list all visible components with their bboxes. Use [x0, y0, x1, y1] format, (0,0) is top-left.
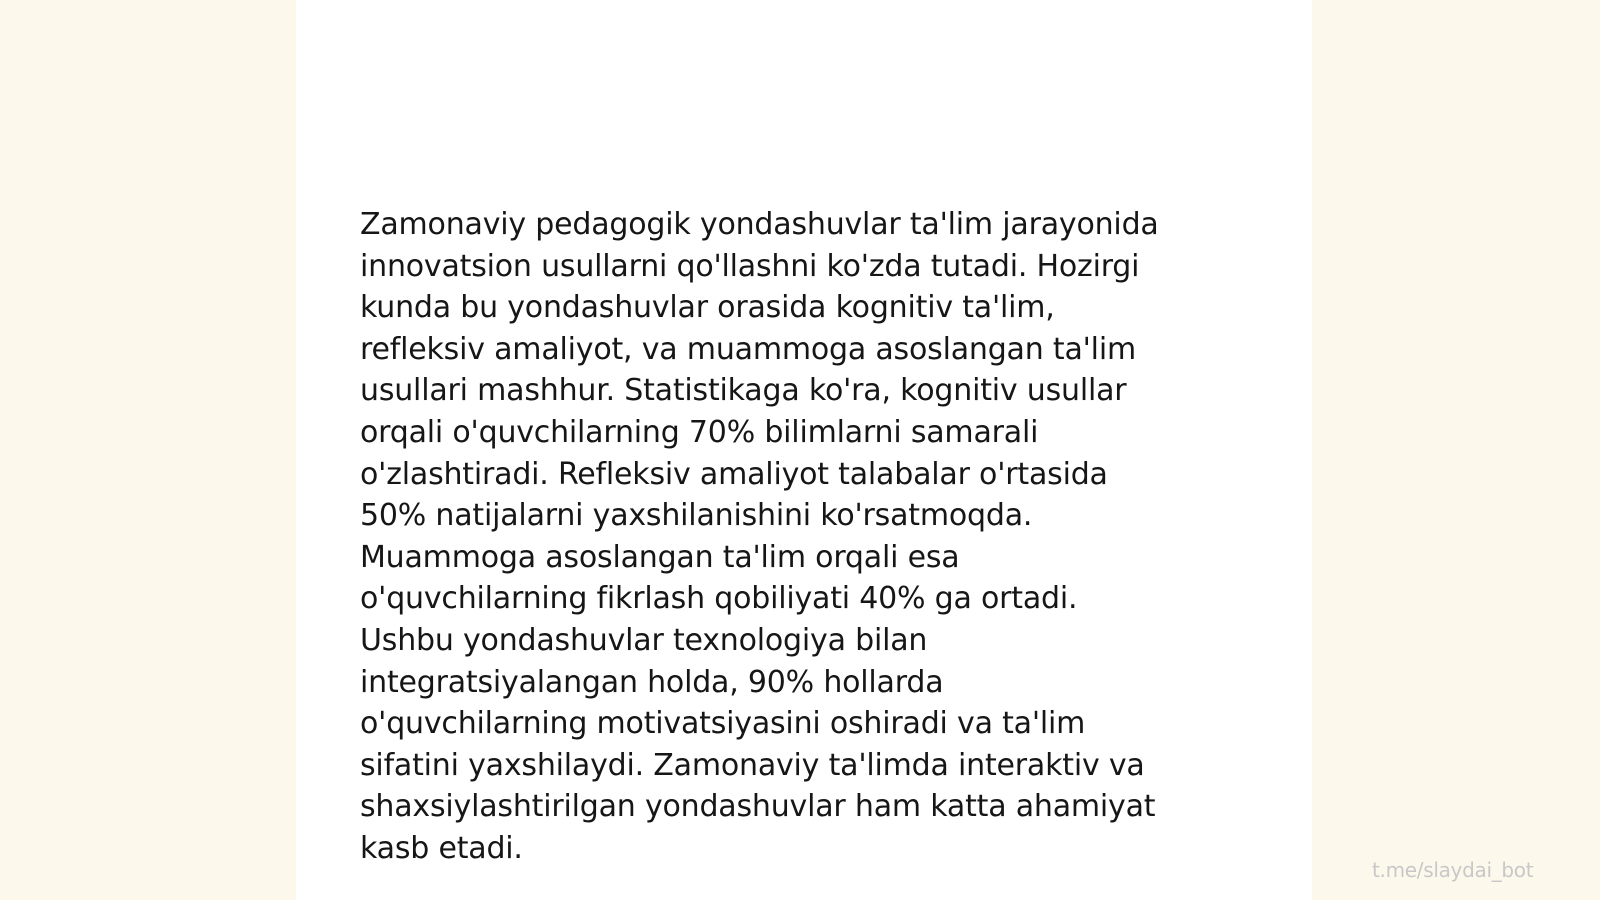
paragraph-line: Ushbu yondashuvlar texnologiya bilan [360, 622, 928, 658]
paragraph-line: integratsiyalangan holda, 90% hollarda [360, 664, 944, 700]
right-margin-background [1312, 0, 1600, 900]
paragraph-line: usullari mashhur. Statistikaga ko'ra, kognitiv usullar [360, 373, 1127, 409]
paragraph-line: 50% natijalarni yaxshilanishini ko'rsatmoqda. [360, 498, 1033, 534]
paragraph-line: Zamonaviy pedagogik yondashuvlar ta'lim jarayonida [360, 207, 1159, 242]
slide-paragraph [360, 204, 1240, 870]
paragraph-line: kasb etadi. [360, 830, 523, 866]
watermark-link: t.me/slaydai_bot [1372, 858, 1534, 882]
paragraph-line: o'quvchilarning motivatsiyasini oshiradi va ta'lim [360, 706, 1086, 742]
paragraph-line: innovatsion usullarni qo'llashni ko'zda tutadi. Hozirgi [360, 248, 1140, 284]
paragraph-line: refleksiv amaliyot, va muammoga asoslangan ta'lim [360, 331, 1136, 367]
paragraph-line: orqali o'quvchilarning 70% bilimlarni samarali [360, 414, 1039, 450]
paragraph-line: o'zlashtiradi. Refleksiv amaliyot talabalar o'rtasida [360, 456, 1108, 492]
paragraph-line: sifatini yaxshilaydi. Zamonaviy ta'limda interaktiv va [360, 747, 1145, 783]
paragraph-line: Muammoga asoslangan ta'lim orqali esa [360, 539, 960, 575]
paragraph-line: kunda bu yondashuvlar orasida kognitiv ta'lim, [360, 290, 1055, 326]
paragraph-line: o'quvchilarning fikrlash qobiliyati 40% ga ortadi. [360, 581, 1078, 617]
paragraph-line: shaxsiylashtirilgan yondashuvlar ham katta ahamiyat [360, 789, 1156, 825]
left-margin-background [0, 0, 296, 900]
